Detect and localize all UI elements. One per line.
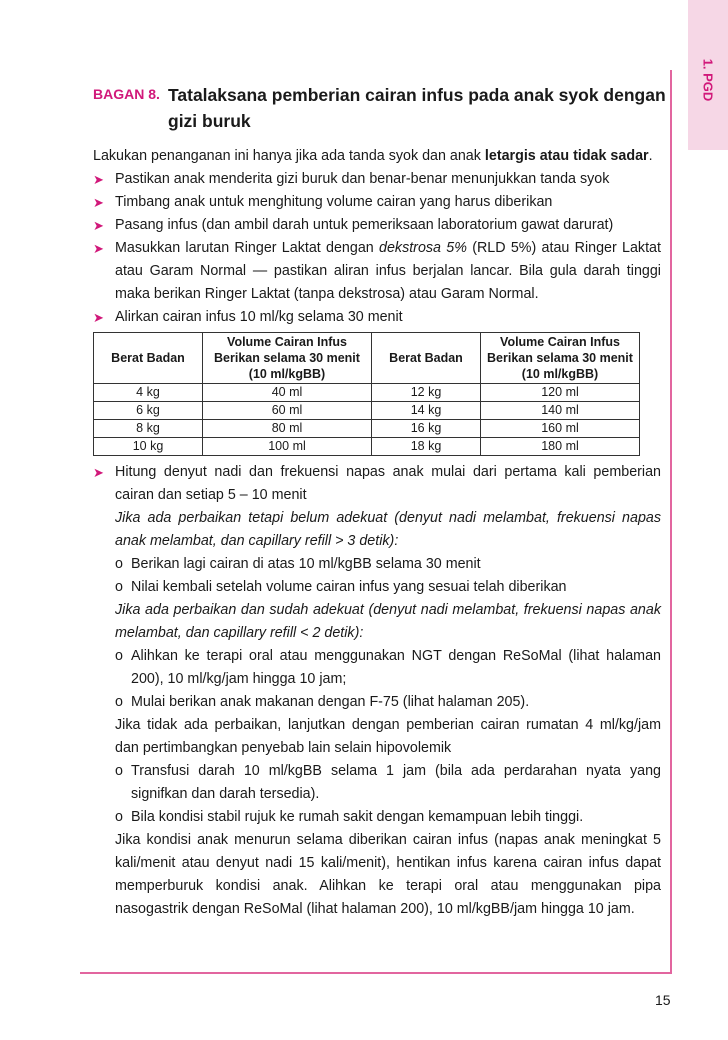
table-header: Berat Badan — [372, 333, 481, 384]
section-tab — [688, 0, 728, 150]
case-paragraph-none: Jika tidak ada perbaikan, lanjutkan dengan pemberian cairan rumatan 4 ml/kg/jam dan pertimbangkan penyebab lain selain hipovolemik — [115, 717, 661, 756]
sub-item: o Transfusi darah 10 ml/kgBB selama 1 jam (bila ada perdarahan nyata yang signifkan dan darah tersedia). — [93, 760, 661, 806]
arrow-bullet-icon: ➤ — [93, 172, 104, 187]
table-cell: 140 ml — [481, 402, 640, 420]
sub-item: o Bila kondisi stabil rujuk ke rumah sakit dengan kemampuan lebih tinggi. — [93, 806, 661, 829]
table-cell: 14 kg — [372, 402, 481, 420]
table-cell: 12 kg — [372, 384, 481, 402]
table-cell: 60 ml — [203, 402, 372, 420]
table-row — [94, 420, 640, 438]
arrow-bullet-icon: ➤ — [93, 310, 104, 325]
table-cell: 120 ml — [481, 384, 640, 402]
bullet-item: ➤ Pasang infus (dan ambil darah untuk pemeriksaan laboratorium gawat darurat) — [93, 214, 661, 237]
arrow-bullet-icon: ➤ — [93, 195, 104, 210]
page-body — [93, 145, 661, 921]
table-cell: 16 kg — [372, 420, 481, 438]
table-cell: 10 kg — [94, 438, 203, 456]
chart-title: Tatalaksana pemberian cairan infus pada anak syok dengan gizi buruk — [168, 85, 666, 131]
table-cell: 80 ml — [203, 420, 372, 438]
table-header: Volume Cairan Infus Berikan selama 30 menit (10 ml/kgBB) — [203, 333, 372, 384]
table-cell: 40 ml — [203, 384, 372, 402]
case-paragraph-worse: Jika kondisi anak menurun selama diberikan cairan infus (napas anak meningkat 5 kali/menit atau denyut nadi 15 kali/menit), hentikan infus karena cairan infus dapat memperburuk kondisi anak. Alihkan ke terapi oral atau menggunakan pipa nasogastrik dengan ReSoMal (lihat halaman 200), 10 ml/kgBB/jam hingga 10 jam. — [115, 832, 661, 917]
table-header: Berat Badan — [94, 333, 203, 384]
sub-bullet-marker: o — [115, 694, 123, 710]
sub-item: o Mulai berikan anak makanan dengan F-75 (lihat halaman 205). — [93, 691, 661, 714]
arrow-bullet-icon: ➤ — [93, 465, 104, 480]
arrow-bullet-icon: ➤ — [93, 241, 104, 256]
table-cell: 6 kg — [94, 402, 203, 420]
chart-label: BAGAN 8. — [93, 86, 160, 102]
bullet-item: ➤ Hitung denyut nadi dan frekuensi napas anak mulai dari pertama kali pemberian cairan dan setiap 5 – 10 menit — [93, 461, 661, 507]
table-cell: 180 ml — [481, 438, 640, 456]
sub-item: o Alihkan ke terapi oral atau menggunakan NGT dengan ReSoMal (lihat halaman 200), 10 ml/kg/jam hingga 10 jam; — [93, 645, 661, 691]
sub-bullet-marker: o — [115, 556, 123, 572]
bullet-item: ➤ Alirkan cairan infus 10 ml/kg selama 30 menit — [93, 306, 661, 329]
table-cell: 4 kg — [94, 384, 203, 402]
sub-item: o Berikan lagi cairan di atas 10 ml/kgBB selama 30 menit — [93, 553, 661, 576]
table-cell: 18 kg — [372, 438, 481, 456]
section-tab-label: 1. PGD — [700, 58, 716, 102]
table-row — [94, 402, 640, 420]
arrow-bullet-icon: ➤ — [93, 218, 104, 233]
table-cell: 100 ml — [203, 438, 372, 456]
sub-bullet-marker: o — [115, 648, 123, 664]
table-header-row — [94, 333, 640, 384]
intro-paragraph: Lakukan penanganan ini hanya jika ada tanda syok dan anak letargis atau tidak sadar. — [93, 148, 653, 164]
table-cell: 8 kg — [94, 420, 203, 438]
table-header: Volume Cairan Infus Berikan selama 30 menit (10 ml/kgBB) — [481, 333, 640, 384]
table-row — [94, 384, 640, 402]
infusion-volume-table — [93, 332, 640, 456]
sub-item: o Nilai kembali setelah volume cairan infus yang sesuai telah diberikan — [93, 576, 661, 599]
case-heading-adequate: Jika ada perbaikan dan sudah adekuat (denyut nadi melambat, frekuensi napas anak melambat, dan capillary refill < 2 detik): — [115, 602, 661, 641]
bullet-item: ➤ Masukkan larutan Ringer Laktat dengan dekstrosa 5% (RLD 5%) atau Ringer Laktat atau Garam Normal — pastikan aliran infus berjalan lancar. Bila gula darah tinggi maka berikan Ringer Laktat (tanpa dekstrosa) atau Garam Normal. — [93, 237, 661, 306]
sub-bullet-marker: o — [115, 763, 123, 779]
table-row — [94, 438, 640, 456]
bullet-item: ➤ Timbang anak untuk menghitung volume cairan yang harus diberikan — [93, 191, 661, 214]
table-cell: 160 ml — [481, 420, 640, 438]
case-heading-partial: Jika ada perbaikan tetapi belum adekuat (denyut nadi melambat, frekuensi napas anak melambat, dan capillary refill > 3 detik): — [115, 510, 661, 549]
sub-bullet-marker: o — [115, 809, 123, 825]
page-number: 15 — [655, 992, 671, 1008]
bullet-item: ➤ Pastikan anak menderita gizi buruk dan benar-benar menunjukkan tanda syok — [93, 168, 661, 191]
sub-bullet-marker: o — [115, 579, 123, 595]
